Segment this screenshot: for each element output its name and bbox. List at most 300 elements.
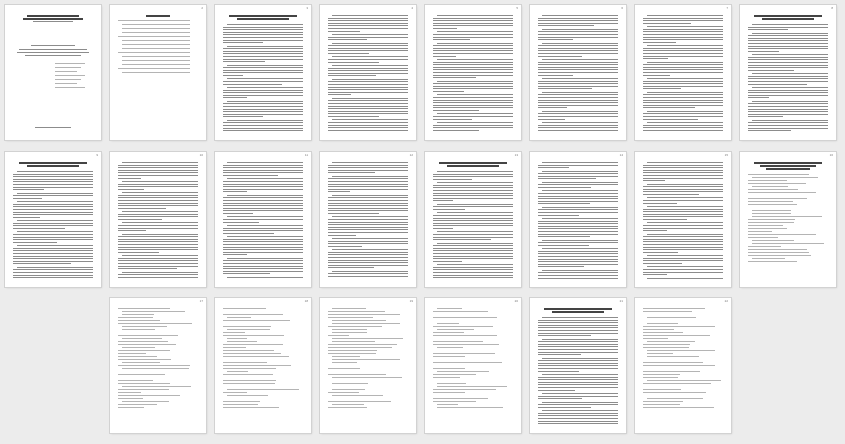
text-line — [538, 354, 581, 355]
document-page[interactable] — [110, 152, 206, 287]
text-line — [122, 368, 189, 369]
text-line — [328, 229, 408, 230]
text-line — [328, 200, 408, 201]
document-page[interactable] — [740, 5, 836, 140]
document-page[interactable] — [215, 5, 311, 140]
page-number: 19 — [409, 299, 413, 303]
text-line — [643, 260, 723, 261]
document-page[interactable] — [5, 152, 101, 287]
text-line — [748, 234, 816, 235]
page-number: 9 — [96, 153, 98, 157]
text-line — [643, 113, 723, 114]
text-line — [223, 268, 303, 269]
text-line — [55, 79, 81, 80]
text-line — [33, 21, 73, 22]
text-line — [13, 179, 93, 180]
text-line — [17, 201, 93, 202]
text-line — [118, 308, 170, 309]
text-line — [328, 227, 408, 228]
text-line — [647, 317, 696, 318]
text-line — [328, 232, 408, 233]
text-line — [328, 172, 375, 173]
text-line — [748, 40, 828, 41]
text-line — [328, 314, 400, 315]
text-line — [538, 384, 618, 385]
text-line — [643, 389, 681, 390]
document-page[interactable] — [320, 152, 416, 287]
text-line — [328, 59, 408, 60]
text-line — [538, 67, 618, 68]
text-line — [647, 184, 723, 185]
text-line — [643, 170, 723, 171]
text-line — [538, 97, 618, 98]
text-line — [538, 382, 618, 383]
document-page[interactable] — [215, 152, 311, 287]
text-line — [433, 223, 513, 224]
text-line — [538, 83, 618, 84]
text-line — [223, 128, 303, 129]
text-line — [433, 34, 513, 35]
text-line — [538, 251, 618, 252]
text-line — [437, 31, 513, 32]
text-line — [542, 43, 618, 44]
text-line — [122, 56, 190, 57]
document-page[interactable] — [425, 5, 521, 140]
text-line — [748, 106, 828, 107]
text-line — [118, 189, 144, 190]
text-line — [538, 423, 618, 424]
text-line — [332, 271, 408, 272]
text-line — [538, 62, 618, 63]
text-line — [538, 72, 618, 73]
text-line — [223, 72, 303, 73]
text-line — [433, 102, 513, 103]
text-line — [433, 83, 513, 84]
text-line — [542, 111, 618, 112]
text-line — [643, 374, 680, 375]
text-line — [332, 195, 408, 196]
document-page[interactable] — [5, 5, 101, 140]
page-number: 22 — [724, 299, 728, 303]
document-page[interactable] — [425, 152, 521, 287]
text-line — [643, 72, 723, 73]
text-line — [223, 210, 303, 211]
text-line — [118, 350, 170, 351]
text-line — [17, 171, 93, 172]
text-line — [647, 62, 723, 63]
text-line — [223, 260, 303, 261]
text-line — [538, 201, 618, 202]
text-line — [223, 332, 245, 333]
text-line — [433, 248, 513, 249]
text-line — [223, 197, 303, 198]
text-line — [332, 377, 402, 378]
text-line — [227, 24, 303, 25]
text-line — [31, 45, 75, 46]
text-line — [118, 398, 143, 399]
text-line — [538, 228, 618, 229]
text-line — [748, 65, 828, 66]
text-line — [223, 263, 303, 264]
text-line — [118, 335, 178, 336]
text-line — [122, 60, 190, 61]
text-line — [118, 178, 141, 179]
text-line — [55, 67, 81, 68]
page-number: 10 — [199, 153, 203, 157]
text-line — [748, 222, 794, 223]
text-line — [643, 175, 723, 176]
text-line — [328, 94, 351, 95]
text-line — [437, 386, 507, 387]
text-line — [542, 15, 618, 16]
text-line — [118, 208, 166, 209]
text-line — [538, 415, 618, 416]
document-page[interactable] — [635, 5, 731, 140]
text-line — [13, 174, 93, 175]
text-line — [542, 182, 618, 183]
document-page[interactable] — [530, 298, 626, 433]
text-line — [122, 64, 190, 65]
document-page[interactable] — [635, 152, 731, 287]
document-page[interactable] — [530, 152, 626, 287]
text-line — [223, 407, 279, 408]
text-line — [538, 245, 589, 246]
text-line — [328, 167, 408, 168]
text-line — [433, 326, 493, 327]
text-line — [227, 65, 303, 66]
text-line — [17, 220, 93, 221]
document-page[interactable] — [635, 298, 731, 433]
text-line — [542, 78, 618, 79]
text-line — [643, 29, 723, 30]
text-line — [538, 130, 618, 131]
text-line — [13, 204, 93, 205]
text-line — [748, 84, 807, 85]
text-line — [643, 377, 678, 378]
text-line — [643, 247, 723, 248]
text-line — [754, 162, 822, 164]
text-line — [643, 308, 705, 309]
text-line — [227, 78, 303, 79]
document-page[interactable] — [110, 5, 206, 140]
text-line — [538, 325, 618, 326]
text-line — [118, 359, 171, 360]
text-line — [223, 29, 303, 30]
text-line — [223, 368, 276, 369]
text-line — [13, 234, 93, 235]
text-line — [118, 365, 190, 366]
text-line — [13, 253, 93, 254]
text-line — [433, 374, 476, 375]
text-line — [328, 37, 408, 38]
text-line — [647, 111, 723, 112]
text-line — [223, 314, 283, 315]
text-line — [748, 252, 809, 253]
text-line — [223, 191, 247, 192]
page-number: 2 — [201, 6, 203, 10]
text-line — [227, 389, 299, 390]
text-line — [13, 189, 44, 190]
text-line — [328, 273, 408, 274]
document-page[interactable] — [320, 5, 416, 140]
text-line — [17, 52, 89, 53]
text-line — [328, 219, 408, 220]
text-line — [227, 338, 247, 339]
document-page[interactable] — [740, 152, 836, 287]
text-line — [538, 34, 618, 35]
text-line — [328, 130, 408, 131]
document-page[interactable] — [530, 5, 626, 140]
text-line — [118, 239, 198, 240]
text-line — [227, 225, 303, 226]
text-line — [328, 374, 386, 375]
text-line — [223, 320, 290, 321]
text-line — [647, 78, 723, 79]
text-line — [437, 329, 474, 330]
text-line — [118, 241, 198, 242]
text-line — [433, 72, 513, 73]
text-line — [433, 187, 513, 188]
text-line — [122, 181, 198, 182]
text-line — [122, 347, 155, 348]
text-line — [223, 116, 263, 117]
text-line — [433, 269, 513, 270]
text-line — [118, 205, 198, 206]
text-line — [538, 259, 618, 260]
text-line — [328, 20, 408, 21]
text-line — [538, 327, 618, 328]
text-line — [55, 63, 85, 64]
text-line — [332, 359, 400, 360]
text-line — [223, 308, 266, 309]
text-line — [13, 237, 93, 238]
text-line — [223, 219, 303, 220]
text-line — [538, 88, 592, 89]
text-line — [17, 267, 93, 268]
text-line — [328, 265, 408, 266]
text-line — [13, 181, 93, 182]
text-line — [122, 40, 190, 41]
text-line — [643, 263, 682, 264]
text-line — [433, 215, 513, 216]
document-page[interactable] — [215, 298, 311, 433]
text-line — [754, 15, 822, 17]
text-line — [223, 32, 303, 33]
text-line — [122, 234, 198, 235]
text-line — [748, 228, 787, 229]
text-line — [643, 81, 723, 82]
text-line — [118, 258, 198, 259]
document-page[interactable] — [320, 298, 416, 433]
text-line — [437, 15, 513, 16]
text-line — [328, 111, 408, 112]
text-line — [223, 326, 271, 327]
text-line — [433, 28, 457, 29]
text-line — [643, 105, 723, 106]
text-line — [13, 272, 93, 273]
text-line — [223, 70, 303, 71]
text-line — [328, 254, 408, 255]
text-line — [433, 50, 513, 51]
text-line — [17, 231, 93, 232]
text-line — [538, 407, 591, 408]
text-line — [643, 383, 711, 384]
text-line — [643, 335, 710, 336]
text-line — [437, 43, 513, 44]
text-line — [433, 356, 465, 357]
text-line — [223, 383, 275, 384]
text-line — [748, 130, 791, 131]
text-line — [328, 23, 408, 24]
text-line — [538, 39, 573, 40]
text-line — [437, 347, 463, 348]
text-line — [748, 128, 828, 129]
text-line — [223, 239, 303, 240]
text-line — [223, 252, 303, 253]
text-line — [643, 239, 723, 240]
text-line — [223, 165, 303, 166]
text-line — [538, 113, 618, 114]
text-line — [433, 110, 479, 111]
document-page[interactable] — [110, 298, 206, 433]
text-line — [748, 29, 788, 30]
text-line — [328, 170, 408, 171]
text-line — [544, 308, 612, 310]
text-line — [13, 277, 93, 278]
text-line — [328, 335, 349, 336]
text-line — [433, 97, 513, 98]
text-line — [227, 317, 251, 318]
text-line — [328, 407, 367, 408]
text-line — [643, 75, 670, 76]
text-line — [223, 81, 303, 82]
text-line — [332, 79, 408, 80]
text-line — [433, 179, 472, 180]
text-line — [118, 247, 198, 248]
text-line — [433, 225, 513, 226]
text-line — [647, 255, 723, 256]
text-line — [118, 380, 153, 381]
text-line — [328, 222, 408, 223]
text-line — [223, 59, 303, 60]
text-line — [748, 70, 794, 71]
text-line — [433, 48, 513, 49]
text-line — [748, 261, 797, 262]
text-line — [328, 189, 408, 190]
text-line — [433, 23, 513, 24]
text-line — [13, 261, 93, 262]
text-line — [433, 332, 464, 333]
text-line — [538, 371, 579, 372]
text-line — [643, 332, 683, 333]
text-line — [752, 101, 828, 102]
page-number: 17 — [199, 299, 203, 303]
text-line — [332, 308, 366, 309]
document-page[interactable] — [425, 298, 521, 433]
text-line — [328, 317, 373, 318]
text-line — [643, 127, 723, 128]
text-line — [538, 379, 618, 380]
text-line — [433, 245, 513, 246]
text-line — [227, 341, 257, 342]
text-line — [118, 216, 198, 217]
text-line — [538, 322, 618, 323]
text-line — [328, 347, 392, 348]
text-line — [118, 266, 198, 267]
text-line — [118, 165, 198, 166]
text-line — [748, 116, 783, 117]
text-line — [13, 176, 93, 177]
text-line — [647, 341, 695, 342]
text-line — [538, 196, 618, 197]
text-line — [433, 190, 513, 191]
text-line — [118, 260, 198, 261]
text-line — [328, 39, 367, 40]
text-line — [542, 270, 618, 271]
text-line — [223, 241, 303, 242]
text-line — [223, 271, 303, 272]
text-line — [538, 223, 618, 224]
text-line — [118, 203, 198, 204]
text-line — [433, 335, 497, 336]
text-line — [122, 32, 190, 33]
text-line — [538, 387, 618, 388]
text-line — [538, 272, 618, 273]
text-line — [643, 329, 674, 330]
text-line — [118, 323, 192, 324]
text-line — [647, 15, 723, 16]
text-line — [437, 264, 513, 265]
text-line — [13, 275, 93, 276]
text-line — [118, 383, 170, 384]
text-line — [433, 272, 513, 273]
text-line — [433, 39, 470, 40]
text-line — [122, 24, 190, 25]
text-line — [538, 333, 618, 334]
text-line — [223, 40, 303, 41]
text-line — [748, 237, 778, 238]
text-line — [433, 234, 513, 235]
text-line — [122, 338, 162, 339]
text-line — [538, 344, 618, 345]
text-line — [748, 38, 828, 39]
text-line — [328, 243, 408, 244]
text-line — [17, 245, 93, 246]
text-line — [647, 234, 723, 235]
text-line — [760, 165, 816, 167]
text-line — [538, 107, 567, 108]
text-line — [13, 223, 93, 224]
text-line — [229, 15, 297, 17]
text-line — [542, 218, 618, 219]
text-line — [433, 119, 472, 120]
text-line — [328, 165, 408, 166]
text-line — [748, 57, 828, 58]
text-line — [332, 216, 408, 217]
text-line — [433, 317, 497, 318]
text-line — [748, 219, 795, 220]
text-line — [328, 89, 408, 90]
text-line — [328, 75, 376, 76]
text-line — [643, 186, 723, 187]
text-line — [748, 225, 783, 226]
text-line — [538, 23, 618, 24]
text-line — [643, 31, 723, 32]
text-line — [538, 320, 618, 321]
text-line — [223, 233, 274, 234]
text-line — [328, 108, 408, 109]
text-line — [542, 374, 618, 375]
